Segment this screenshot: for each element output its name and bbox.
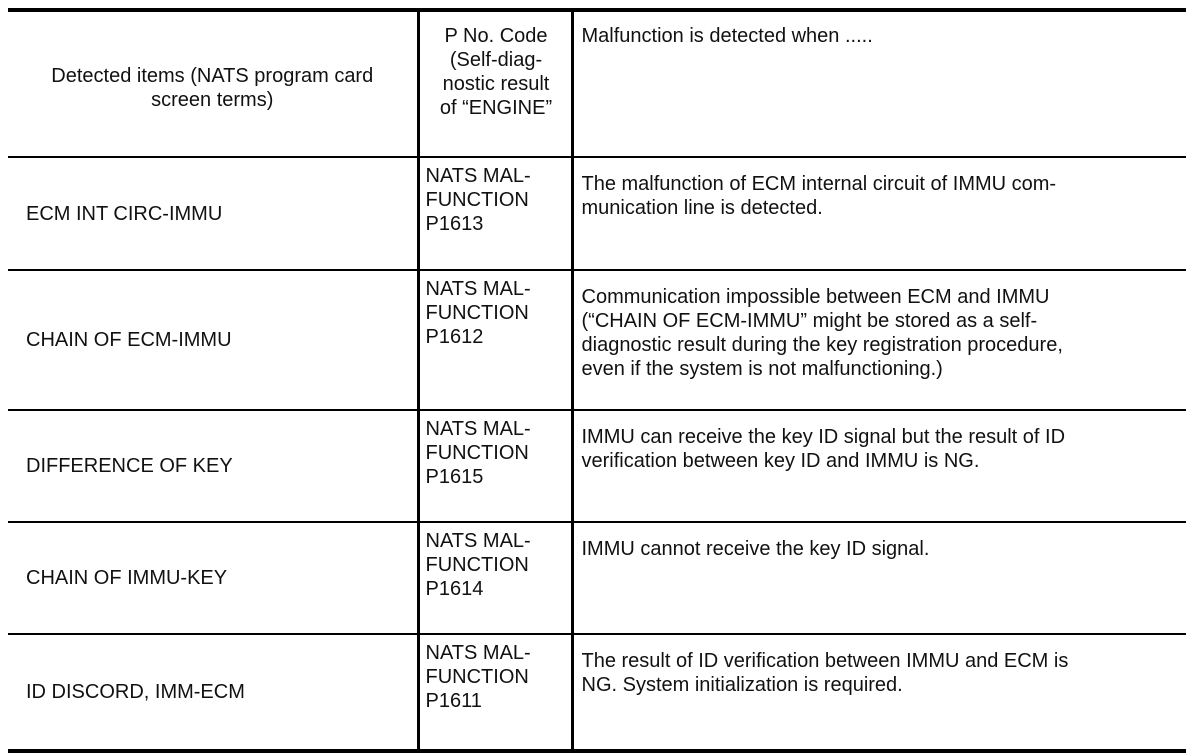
malfunction-line: The malfunction of ECM internal circuit of IMMU com-: [581, 173, 1057, 195]
p-code-line: NATS MAL-: [425, 642, 531, 664]
p-code-line: P1613: [425, 213, 484, 235]
malfunction-line: diagnostic result during the key registration procedure,: [581, 334, 1063, 356]
p-code-line: FUNCTION: [425, 189, 529, 211]
p-code-cell: [418, 522, 572, 634]
header-p-code: [418, 10, 572, 157]
detected-item-cell: DIFFERENCE OF KEY: [8, 410, 418, 522]
malfunction-cell: [572, 634, 1186, 751]
malfunction-line: (“CHAIN OF ECM-IMMU” might be stored as a self-: [581, 310, 1038, 332]
detected-item-cell: CHAIN OF IMMU-KEY: [8, 522, 418, 634]
header-line: Malfunction is detected when .....: [581, 25, 873, 47]
malfunction-line: The result of ID verification between IMMU and ECM is: [581, 650, 1069, 672]
table-row: [8, 270, 1186, 410]
detected-item-cell: ECM INT CIRC-IMMU: [8, 157, 418, 270]
header-line: P No. Code: [444, 25, 548, 47]
malfunction-line: Communication impossible between ECM and IMMU: [581, 286, 1050, 308]
malfunction-cell: [572, 522, 1186, 634]
malfunction-line: munication line is detected.: [581, 197, 823, 219]
header-row: [8, 10, 1186, 157]
malfunction-cell: [572, 157, 1186, 270]
table-row: [8, 410, 1186, 522]
p-code-line: FUNCTION: [425, 442, 529, 464]
p-code-line: NATS MAL-: [425, 165, 531, 187]
header-line: nostic result: [442, 73, 550, 95]
table-row: [8, 157, 1186, 270]
table-row: [8, 634, 1186, 751]
malfunction-line: even if the system is not malfunctioning.): [581, 358, 943, 380]
header-malfunction: [572, 10, 1186, 157]
p-code-cell: [418, 157, 572, 270]
header-line: Detected items (NATS program card: [51, 65, 374, 87]
p-code-line: P1612: [425, 326, 484, 348]
p-code-cell: [418, 270, 572, 410]
p-code-line: P1611: [425, 690, 482, 712]
p-code-cell: [418, 410, 572, 522]
malfunction-line: NG. System initialization is required.: [581, 674, 903, 696]
p-code-line: FUNCTION: [425, 302, 529, 324]
detected-item-cell: CHAIN OF ECM-IMMU: [8, 270, 418, 410]
table-row: [8, 522, 1186, 634]
p-code-line: P1614: [425, 578, 484, 600]
malfunction-cell: [572, 270, 1186, 410]
p-code-line: NATS MAL-: [425, 530, 531, 552]
malfunction-line: verification between key ID and IMMU is NG.: [581, 450, 980, 472]
header-line: (Self-diag-: [449, 49, 543, 71]
header-line: of “ENGINE”: [439, 97, 553, 119]
p-code-cell: [418, 634, 572, 751]
header-line: screen terms): [151, 89, 274, 111]
p-code-line: FUNCTION: [425, 554, 529, 576]
nats-diagnostic-table: [8, 8, 1186, 753]
p-code-line: FUNCTION: [425, 666, 529, 688]
detected-item-cell: ID DISCORD, IMM-ECM: [8, 634, 418, 751]
malfunction-cell: [572, 410, 1186, 522]
p-code-line: NATS MAL-: [425, 418, 531, 440]
malfunction-line: IMMU can receive the key ID signal but the result of ID: [581, 426, 1066, 448]
p-code-line: NATS MAL-: [425, 278, 531, 300]
p-code-line: P1615: [425, 466, 484, 488]
header-detected-items: [8, 10, 418, 157]
malfunction-line: IMMU cannot receive the key ID signal.: [581, 538, 930, 560]
